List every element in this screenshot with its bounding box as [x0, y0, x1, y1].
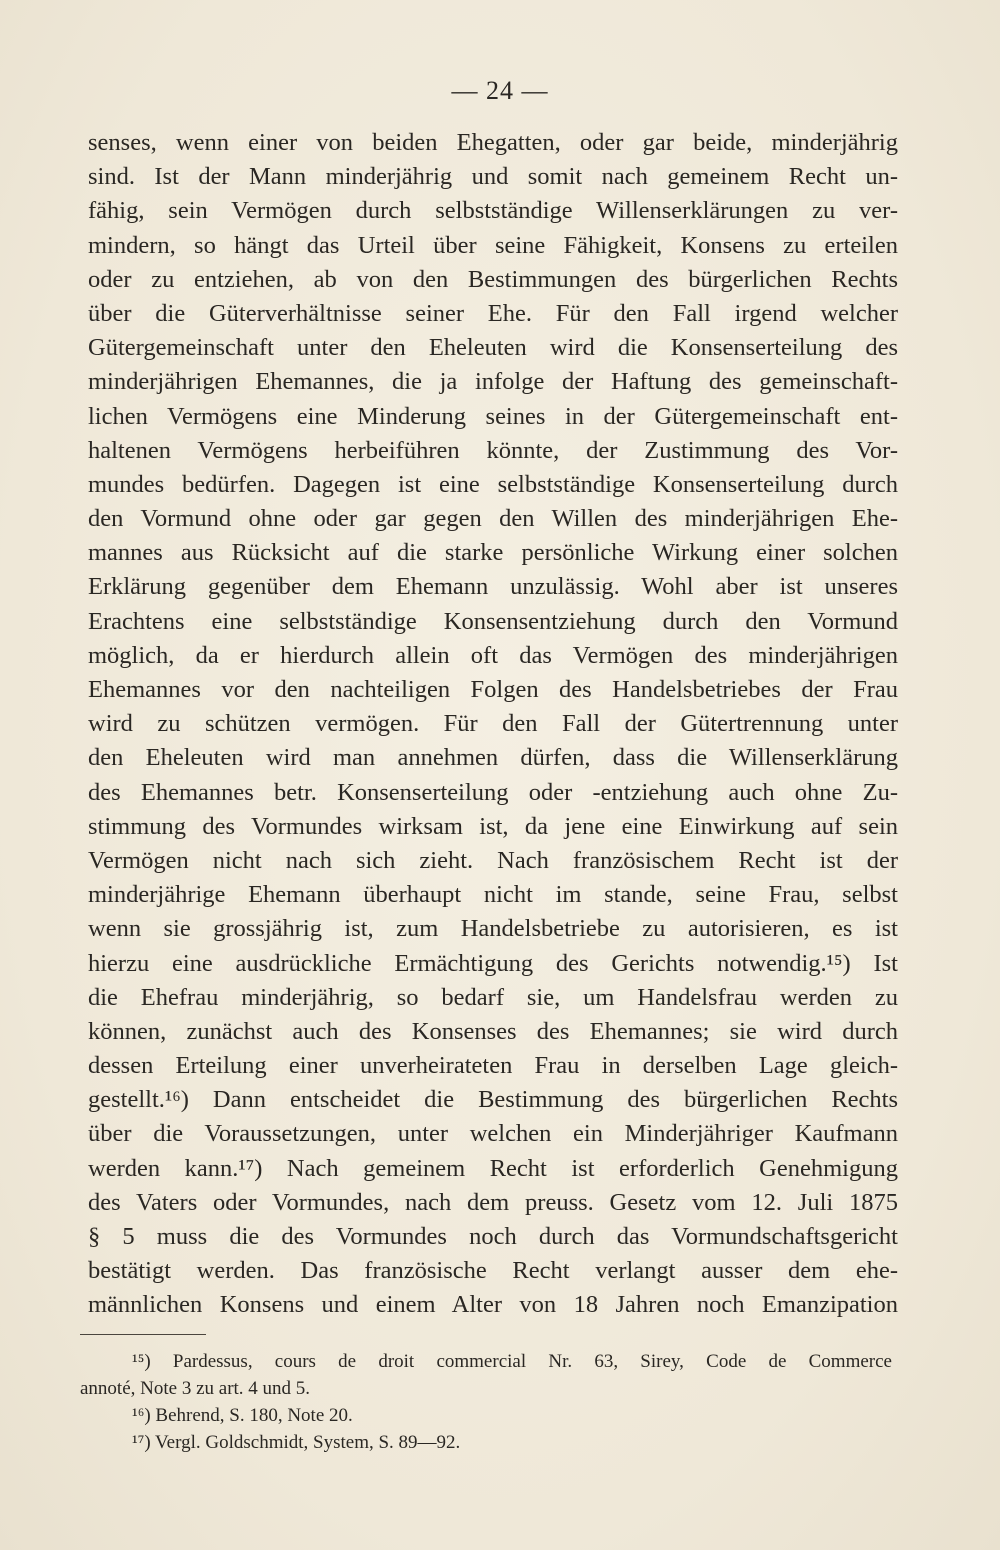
- text-line: Erklärung gegenüber dem Ehemann unzulässig. Wohl aber ist unseres: [88, 573, 898, 601]
- text-line: oder zu entziehen, ab von den Bestimmungen des bürgerlichen Rechts: [88, 265, 898, 293]
- text-line: bestätigt werden. Das französische Recht verlangt ausser dem ehe-: [88, 1257, 898, 1285]
- text-line: männlichen Konsens und einem Alter von 18 Jahren noch Emanzipation: [88, 1291, 898, 1319]
- text-line: minderjährigen Ehemannes, die ja infolge der Haftung des gemeinschaft-: [88, 368, 898, 396]
- text-line: des Vaters oder Vormundes, nach dem preuss. Gesetz vom 12. Juli 1875: [88, 1188, 898, 1216]
- footnote-16: ¹⁶) Behrend, S. 180, Note 20.: [132, 1405, 353, 1426]
- text-line: gestellt.¹⁶) Dann entscheidet die Bestimmung des bürgerlichen Rechts: [88, 1086, 898, 1114]
- text-line: wenn sie grossjährig ist, zum Handelsbetriebe zu autorisieren, es ist: [88, 915, 898, 943]
- text-line: Erachtens eine selbstständige Konsensentziehung durch den Vormund: [88, 607, 898, 635]
- footnote-15-continuation: annoté, Note 3 zu art. 4 und 5.: [80, 1378, 311, 1399]
- text-line: stimmung des Vormundes wirksam ist, da jene eine Einwirkung auf sein: [88, 812, 898, 840]
- text-line: haltenen Vermögens herbeiführen könnte, der Zustimmung des Vor-: [88, 436, 898, 464]
- page-number: — 24 —: [451, 76, 549, 105]
- footnote-17: ¹⁷) Vergl. Goldschmidt, System, S. 89—92.: [132, 1432, 461, 1453]
- text-line: fähig, sein Vermögen durch selbstständige Willenserklärungen zu ver-: [88, 197, 898, 225]
- text-line: senses, wenn einer von beiden Ehegatten, oder gar beide, minderjährig: [88, 129, 898, 156]
- text-line: minderjährige Ehemann überhaupt nicht im stande, seine Frau, selbst: [88, 881, 898, 909]
- text-line: mindern, so hängt das Urteil über seine Fähigkeit, Konsens zu erteilen: [88, 231, 898, 259]
- text-line: den Vormund ohne oder gar gegen den Willen des minderjährigen Ehe-: [88, 505, 898, 533]
- text-line: hierzu eine ausdrückliche Ermächtigung des Gerichts notwendig.¹⁵) Ist: [88, 949, 898, 977]
- text-line: die Ehefrau minderjährig, so bedarf sie, um Handelsfrau werden zu: [88, 983, 898, 1011]
- text-line: lichen Vermögens eine Minderung seines in der Gütergemeinschaft ent-: [88, 402, 898, 430]
- text-line: mundes bedürfen. Dagegen ist eine selbstständige Konsenserteilung durch: [88, 470, 898, 498]
- footnote-divider: [80, 1334, 206, 1335]
- text-line: mannes aus Rücksicht auf die starke persönliche Wirkung einer solchen: [88, 539, 898, 567]
- text-line: Vermögen nicht nach sich zieht. Nach französischem Recht ist der: [88, 846, 898, 874]
- text-line: können, zunächst auch des Konsenses des Ehemannes; sie wird durch: [88, 1017, 898, 1045]
- text-line: möglich, da er hierdurch allein oft das Vermögen des minderjährigen: [88, 641, 898, 669]
- text-line: des Ehemannes betr. Konsenserteilung oder -entziehung auch ohne Zu-: [88, 778, 898, 806]
- text-line: den Eheleuten wird man annehmen dürfen, dass die Willenserklärung: [88, 744, 898, 772]
- footnotes: [80, 1348, 892, 1456]
- text-line: über die Voraussetzungen, unter welchen ein Minderjähriger Kaufmann: [88, 1120, 898, 1148]
- body-text: [88, 126, 898, 1323]
- text-line: dessen Erteilung einer unverheirateten Frau in derselben Lage gleich-: [88, 1052, 898, 1080]
- text-line: Gütergemeinschaft unter den Eheleuten wird die Konsenserteilung des: [88, 334, 898, 362]
- text-line: über die Güterverhältnisse seiner Ehe. Für den Fall irgend welcher: [88, 299, 898, 327]
- text-line: wird zu schützen vermögen. Für den Fall der Gütertrennung unter: [88, 710, 898, 738]
- text-line: § 5 muss die des Vormundes noch durch das Vormundschaftsgericht: [88, 1223, 898, 1250]
- footnote-15: ¹⁵) Pardessus, cours de droit commercial Nr. 63, Sirey, Code de Commerce: [132, 1351, 892, 1372]
- text-line: werden kann.¹⁷) Nach gemeinem Recht ist erforderlich Genehmigung: [88, 1154, 898, 1182]
- text-line: sind. Ist der Mann minderjährig und somit nach gemeinem Recht un-: [88, 163, 898, 191]
- text-line: Ehemannes vor den nachteiligen Folgen des Handelsbetriebes der Frau: [88, 676, 898, 703]
